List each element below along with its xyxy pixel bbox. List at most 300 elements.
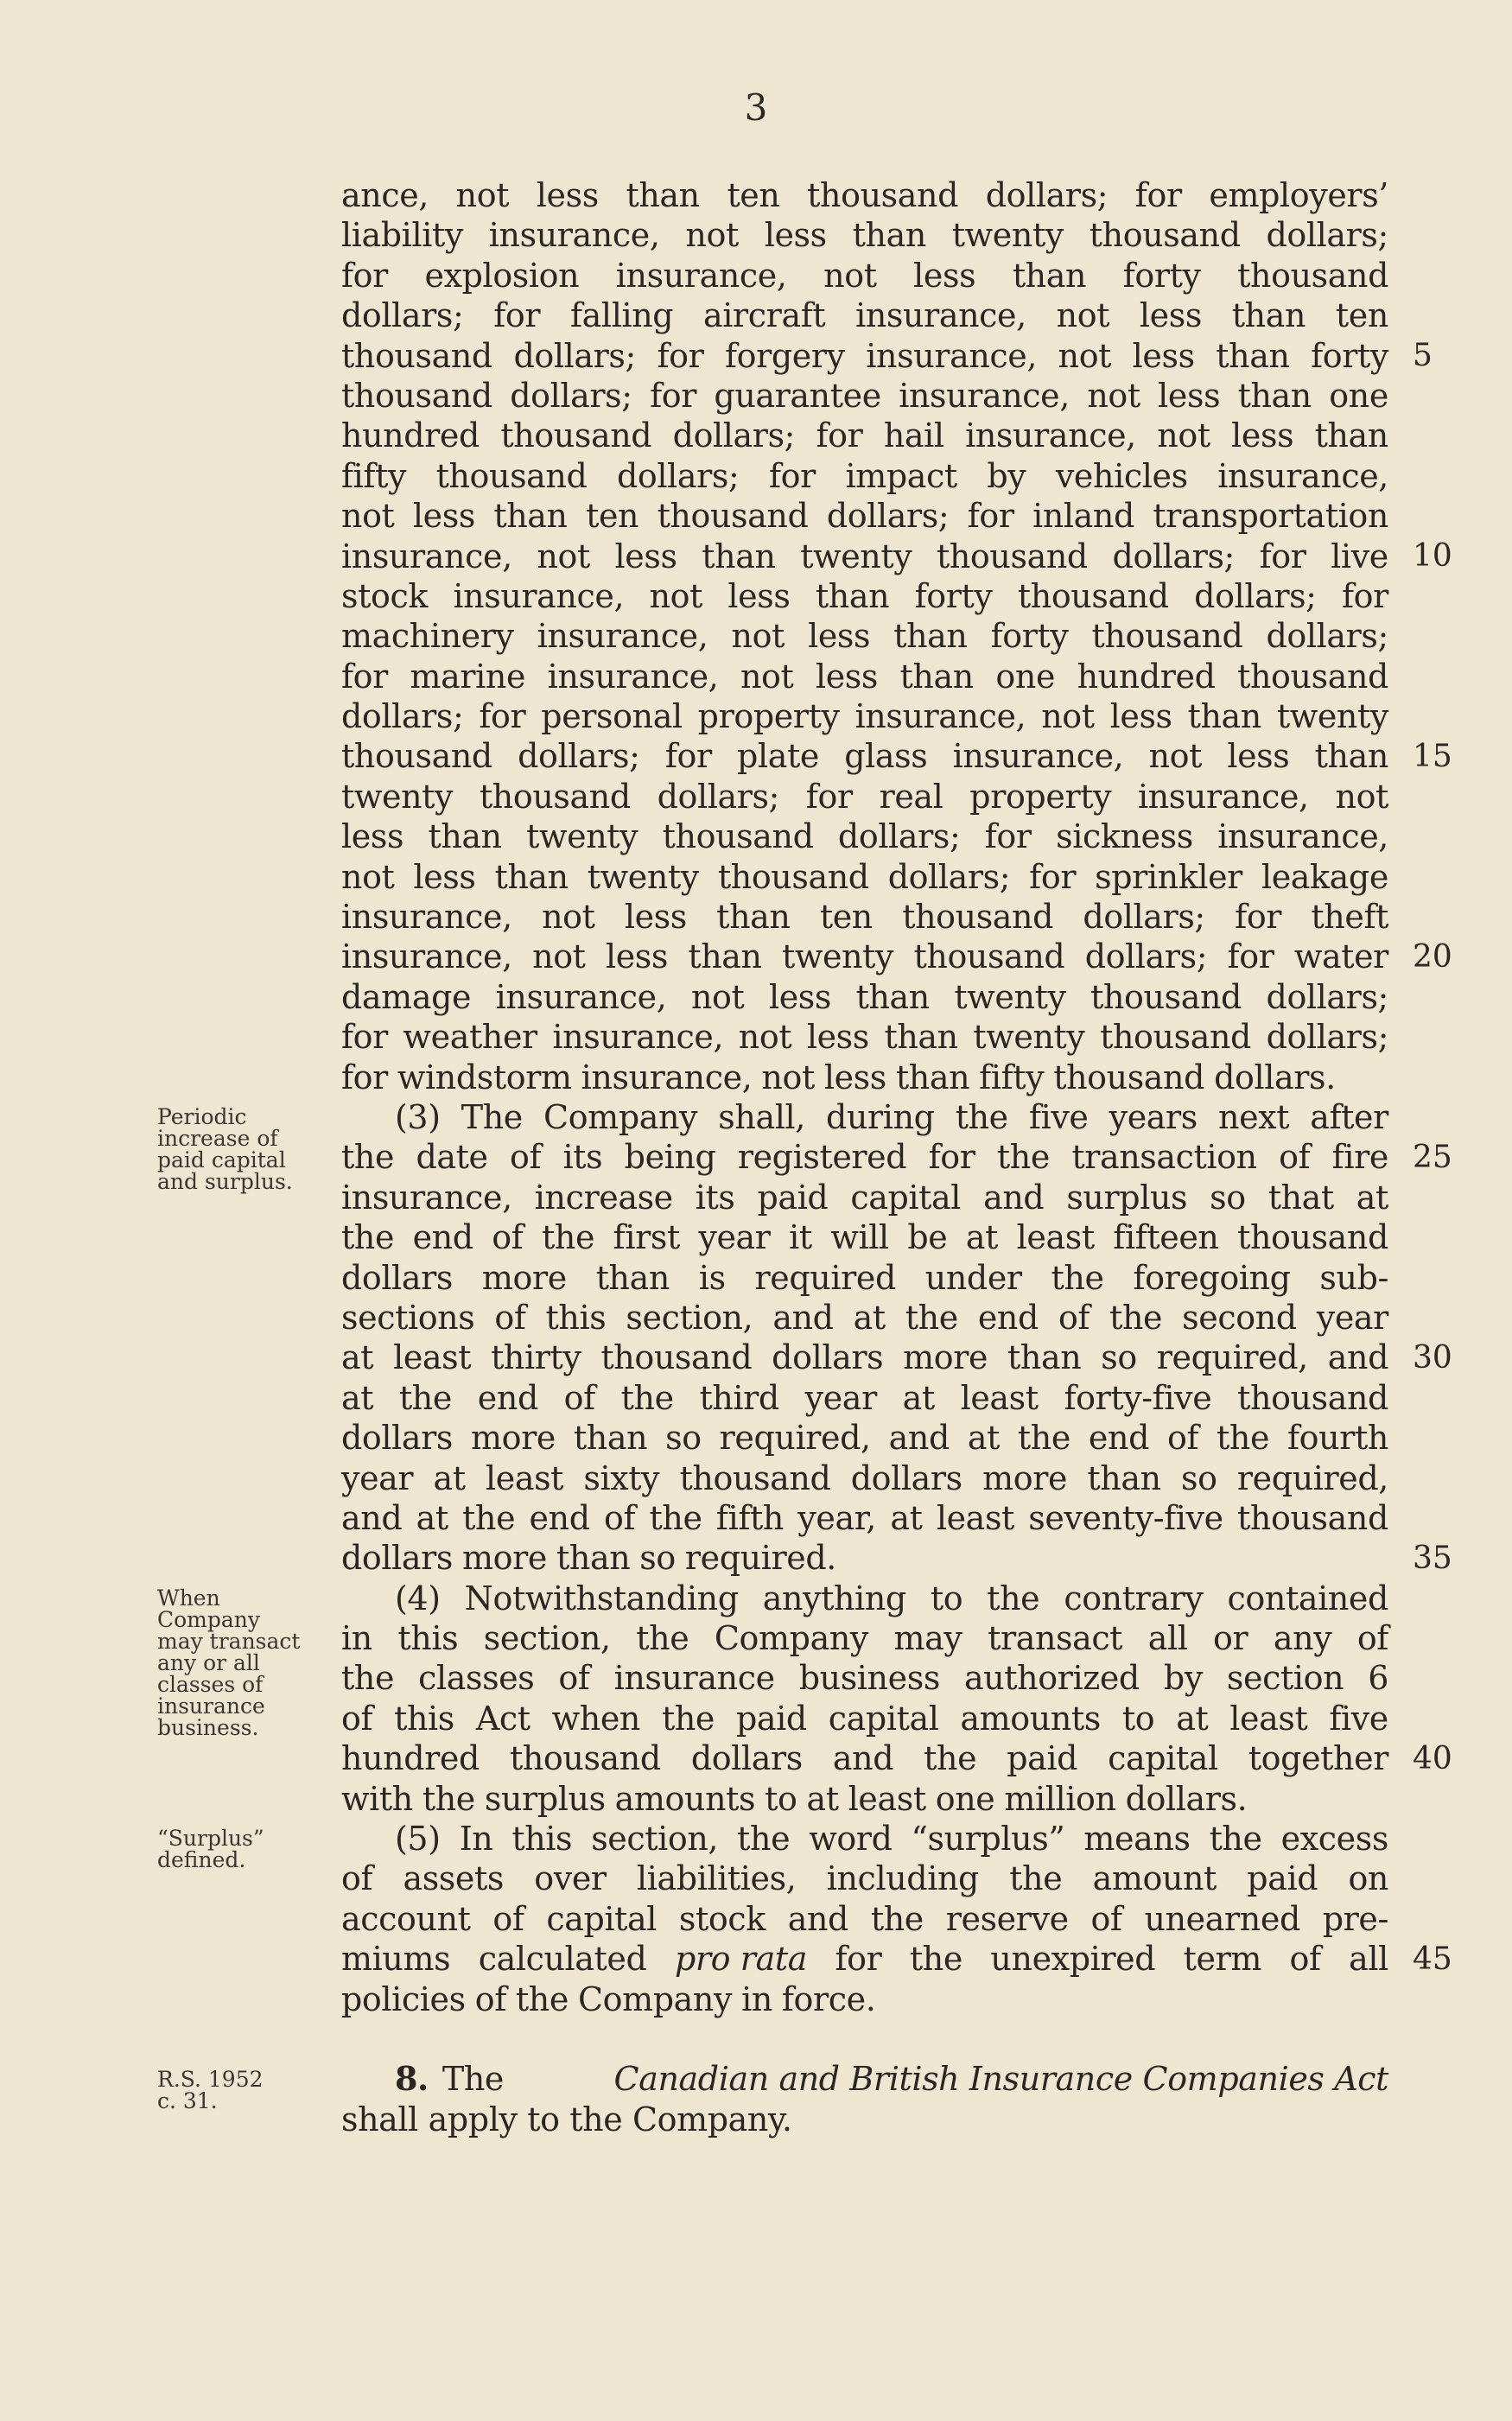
word: liability [341,216,463,255]
word: for [1342,576,1388,615]
word: thousand [1100,1018,1251,1057]
word: thousand [1053,1058,1205,1096]
word: least [1229,1699,1308,1738]
word: not [690,977,745,1016]
word: thousand [717,857,869,896]
text-line [341,496,1388,536]
word: five [1028,1097,1089,1136]
word: for [1134,176,1182,214]
word: thousand [1091,617,1243,656]
word: end [1088,1419,1149,1458]
word: at [341,1338,374,1377]
text-line [341,1658,1388,1698]
text-line [341,1418,1388,1458]
text-line [341,416,1388,455]
margin-note [157,2068,343,2112]
text-line [341,696,1388,736]
word: than [702,537,776,575]
word: the [422,1779,475,1818]
word: for [928,1138,975,1177]
text-line [341,1338,1388,1377]
word: less [823,1058,886,1096]
word: of [1279,1138,1311,1177]
word: of [558,1659,590,1698]
word: dollars; [1266,977,1388,1016]
word: the [542,1218,595,1257]
line-number: 10 [1413,537,1452,574]
text-line [341,1819,1388,1859]
margin-note-line: business. [157,1715,259,1740]
line-number: 35 [1413,1540,1452,1576]
word: dollars; [513,336,636,375]
word: of [492,1218,524,1257]
word: next [1218,1097,1290,1136]
word: ance, [341,176,429,214]
word: the [1217,1419,1270,1458]
word: the [870,1899,924,1938]
word: including [826,1859,979,1898]
word: dollars [341,1539,454,1578]
margin-note-line: paid capital [157,1147,286,1173]
word: not [649,576,702,615]
text-line [341,1058,1388,1097]
word: more [462,1539,547,1578]
word: years [1109,1097,1198,1136]
word: section [1226,1659,1344,1698]
word: live [1331,537,1388,575]
word: theft [1311,898,1388,937]
line-number: 15 [1413,738,1452,774]
word: thousand [1017,576,1169,615]
word: amounts [614,1779,756,1818]
word: thousand [1237,256,1388,295]
word: any [1273,1619,1332,1658]
word: forty [990,617,1069,656]
word: than [884,1018,958,1057]
word: insurance, [537,617,708,656]
word: to [930,1579,963,1617]
word: twenty [973,1018,1085,1057]
word: than [852,216,926,255]
word: less [536,176,599,214]
line-number: 25 [1413,1139,1452,1175]
word: for [768,456,816,495]
word: required, [1236,1458,1388,1497]
word: amounts [960,1699,1101,1738]
word: insurance, [899,376,1070,415]
word: will [830,1218,889,1257]
word: and [983,1178,1045,1217]
margin-note-line: may transact [157,1629,301,1654]
text-line [341,1178,1388,1217]
text-line [341,1017,1388,1057]
word: dollars; [1266,216,1388,255]
word: not [1058,336,1112,375]
word: not [455,176,510,214]
word: not [738,1018,792,1057]
word: not [685,216,739,255]
word: ten [586,497,639,536]
word: of [603,1498,636,1537]
word: dollars; [1084,937,1208,976]
text-line [341,215,1388,255]
word: weather [403,1018,537,1057]
word: than [1012,256,1087,295]
word: at [806,1779,839,1818]
word: not [1157,416,1210,455]
word: less [614,537,677,575]
line-number: 40 [1413,1740,1452,1776]
text-line [341,456,1388,496]
word: than [626,176,700,214]
text-line [341,537,1388,576]
word: least [936,1498,1014,1537]
word: forgery [724,336,845,375]
word: together [1248,1739,1388,1778]
word: that [1267,1178,1334,1217]
word: than [1314,737,1388,776]
word: date [416,1138,488,1177]
word: thousand [1237,657,1388,696]
word: so [1181,1458,1217,1497]
word: paid [1247,1859,1318,1898]
margin-note [157,1827,343,1871]
word: thousand [902,898,1054,937]
word: less [413,857,476,896]
word: glass [844,737,928,776]
word: of [509,1138,542,1177]
word: so [1210,1178,1246,1217]
word: of [563,1378,595,1417]
word: and [341,1498,403,1537]
word: sixty [583,1458,660,1497]
word: stock [341,576,428,615]
word: vehicles [1055,456,1188,495]
word: calculated [478,1940,647,1979]
word: pre- [1322,1899,1388,1938]
word: not [542,898,595,937]
word: aircraft [703,296,826,335]
word: than [855,977,930,1016]
word: least [848,1779,926,1818]
word: less [605,937,668,976]
word: of [341,1699,373,1738]
word: or [1213,1619,1248,1658]
text-line [341,336,1388,376]
word: than [1007,1338,1082,1377]
word: at [341,1378,374,1417]
word: Company [543,1097,698,1136]
word: surplus [484,1779,606,1818]
word: least [485,1458,564,1497]
spacer [341,2019,1388,2059]
word: for [805,777,853,816]
text-line [341,777,1388,817]
word: than [493,497,568,536]
word: at [433,1458,466,1497]
word: term [1183,1940,1262,1979]
word: year [698,1218,771,1257]
word: of [474,1979,506,2018]
word: 6 [1368,1659,1388,1698]
word: thousand [1237,1378,1388,1417]
word: foregoing [1133,1258,1291,1297]
word: insurance, [854,697,1026,736]
word: dollars [850,1458,962,1497]
text-line [341,616,1388,656]
word: end [477,1378,538,1417]
word: than [573,1419,648,1458]
word: twenty [526,817,638,856]
word: required. [684,1539,836,1578]
text-line [341,736,1388,776]
word: this [545,1298,607,1337]
word: not [740,657,794,696]
word: for [1227,937,1274,976]
word: may [893,1619,962,1658]
text-line [341,937,1388,976]
word: on [1348,1859,1388,1898]
word: thousand [600,1338,753,1377]
word: dollars; [657,777,780,816]
word: not [1056,296,1110,335]
word: insurance, [495,977,667,1016]
word: fifty [979,1058,1045,1096]
word: impact [845,456,957,495]
word: and [787,1899,848,1938]
text-line [341,1979,1388,2019]
word: business [798,1659,940,1698]
text-line [341,1939,1388,1979]
word: the [996,1138,1050,1177]
word: insurance, [581,1058,753,1096]
word: more [982,1458,1068,1497]
word: insurance, [488,216,660,255]
word: dollars. [1125,1779,1248,1818]
word: Company [714,1619,868,1658]
word: dollars; [510,376,632,415]
word: at [890,1498,923,1537]
word: capital [1108,1739,1218,1778]
word: for [650,376,696,415]
word: thirty [491,1338,581,1377]
word: its [695,1178,735,1217]
margin-note-line: defined. [157,1847,246,1873]
word: word [809,1820,893,1859]
margin-note [157,1587,343,1738]
word: damage [341,977,472,1016]
word: insurance, [341,537,512,575]
word: insurance, [1217,456,1388,495]
word: (4) [395,1579,441,1617]
word: Company [577,1979,733,2018]
word: less [806,1018,869,1057]
word: capital [850,1178,962,1217]
margin-note-line: increase of [157,1126,278,1152]
word: insurance, [615,256,787,295]
word: for [816,416,863,455]
word: (3) [395,1097,441,1136]
word: insurance, [952,737,1124,776]
word: for [967,497,1014,536]
word: marine [410,657,526,696]
word: than [556,1539,631,1578]
margin-note-line: c. 31. [157,2087,218,2113]
word: end [412,1218,473,1257]
word: dollars [341,1419,454,1458]
word: leakage [1261,857,1388,896]
margin-note-line: Periodic [157,1104,247,1130]
word: property [969,777,1112,816]
word: dollars; [1112,537,1235,575]
word: insurance, [341,937,512,976]
word: and [832,1739,894,1778]
word: second [1182,1298,1297,1337]
word: all [1349,1940,1388,1979]
word: than [494,857,569,896]
word: the [398,1378,452,1417]
word: less [913,256,976,295]
word: at [1356,1178,1388,1217]
word: dollars; [826,497,950,536]
word: fifty [341,456,407,495]
word: after [1310,1097,1388,1136]
word: not [341,857,395,896]
word: contrary [1064,1579,1204,1617]
line-number: 45 [1413,1941,1452,1977]
word: thousand [936,537,1088,575]
word: dollars; [1194,576,1317,615]
word: contained [1227,1579,1388,1617]
word: required [754,1258,896,1297]
word: so [1101,1338,1137,1377]
word: (5) [395,1820,441,1859]
word: at [965,1218,999,1257]
word: twenty [800,537,912,575]
text-line [341,1579,1388,1618]
word: less [1132,336,1195,375]
word: least [1016,1218,1095,1257]
word: guarantee [714,376,881,415]
margin-note-line: “Surplus” [157,1826,264,1852]
word: dollars [772,1338,884,1377]
word: capital [546,1899,658,1938]
text-line [341,817,1388,856]
word: is [698,1258,726,1297]
word: dollars; [1266,617,1388,656]
word: of [1090,1899,1122,1938]
word: year [804,1378,877,1417]
section-8-line-1 [341,2059,1388,2099]
word: not [761,1058,815,1096]
word: hundred [341,1739,480,1778]
word: less [412,497,475,536]
word: first [613,1218,680,1257]
word: hundred [341,416,480,455]
word: excess [1280,1820,1388,1859]
text-line [341,1899,1388,1939]
word: for [493,296,541,335]
word: plate [737,737,819,776]
word: insurance, [547,657,719,696]
word: less [624,898,687,937]
word: anything [762,1579,906,1617]
word: insurance, [341,1178,512,1217]
word: property [697,697,840,736]
word: The [442,2060,504,2099]
line-number: 30 [1413,1339,1452,1376]
text-line [341,1498,1388,1538]
word: of [1166,1419,1199,1458]
word: than [1216,336,1290,375]
word: less [1158,376,1221,415]
word: seventy-five [1028,1498,1223,1537]
word: insurance, [453,576,625,615]
word: authorized [963,1659,1140,1698]
word: at [1176,1699,1209,1738]
word: personal [541,697,683,736]
word: forty [1311,336,1388,375]
word: fire [1331,1138,1388,1177]
word: this [397,1619,459,1658]
word: The [461,1097,523,1136]
word: thousand [657,497,809,536]
word: one [1329,376,1388,415]
word: insurance, [855,296,1026,335]
word: year [341,1458,414,1497]
word: in [341,1619,372,1658]
word: and [1327,1338,1388,1377]
word: not [341,497,395,536]
word: amount [1092,1859,1217,1898]
word: the [737,1820,791,1859]
word: the [924,1739,977,1778]
word: sub- [1319,1258,1388,1297]
text-line [341,1458,1388,1498]
word: forty [914,576,993,615]
word: paid [757,1178,829,1217]
word: Act [475,1699,530,1738]
word: employers’ [1209,176,1388,214]
word: third [699,1378,779,1417]
word: the [1009,1859,1063,1898]
word: dollars; [985,176,1109,214]
text-line [341,977,1388,1017]
word: not [1335,777,1388,816]
word: at [416,1498,448,1537]
word: the [1109,1298,1163,1337]
word: than [688,937,762,976]
word: and [888,1419,950,1458]
word: stock [678,1899,766,1938]
word: this [394,1699,454,1738]
word: for [984,817,1032,856]
margin-note-line: insurance [157,1693,265,1719]
text-line [341,1217,1388,1257]
text-line [341,1298,1388,1338]
word: to [1121,1699,1155,1738]
word: by [987,456,1026,495]
word: not [532,937,586,976]
word: least [393,1338,472,1377]
word: transact [988,1619,1123,1658]
word: thousand [662,817,814,856]
word: the [909,1940,962,1979]
word: insurance, [552,1018,724,1057]
word: the [905,1298,958,1337]
word: liabilities, [636,1859,797,1898]
word: of [1289,1940,1321,1979]
